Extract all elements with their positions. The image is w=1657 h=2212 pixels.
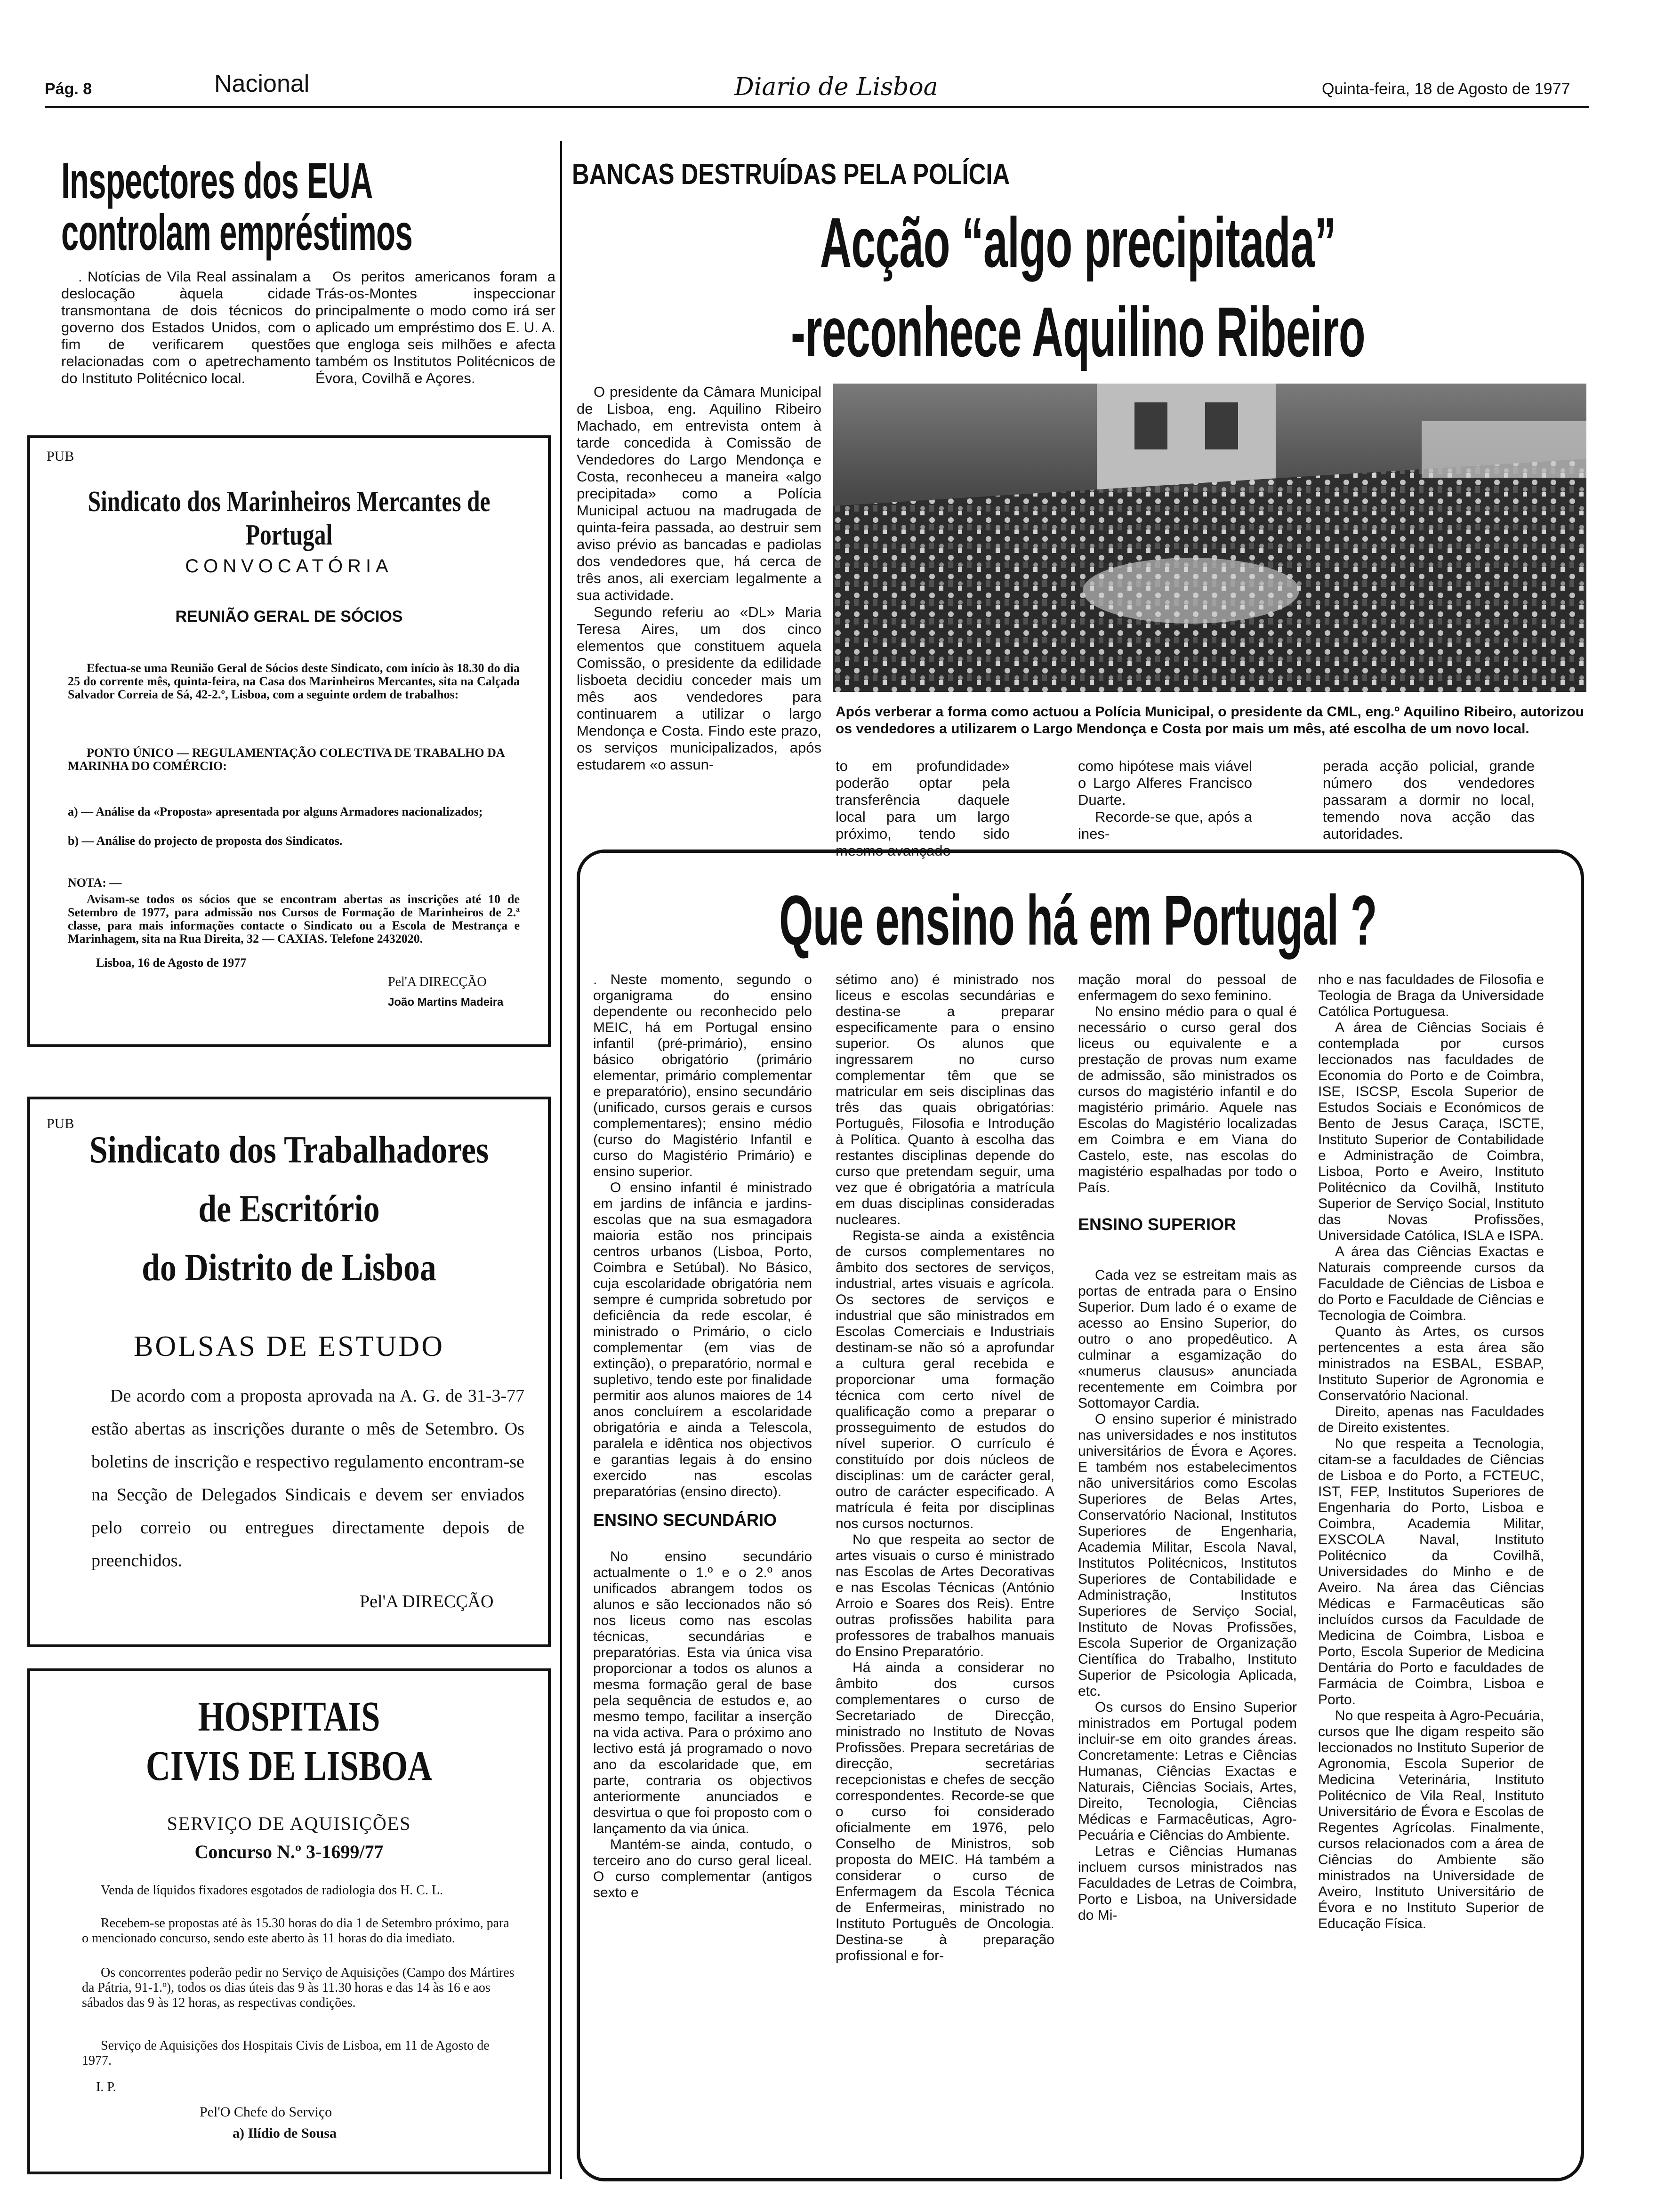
inspectors-headline-1: Inspectores dos EUA: [61, 152, 373, 209]
escritorio-title-1: Sindicato dos Trabalhadores: [89, 1128, 489, 1171]
ensino-col4: nho e nas faculdades de Filosofia e Teologia de Braga da Universidade Católica Portuguesa. A área de Ciências Sociais é contemplada por cursos leccionados nas faculdades de Economia do Porto e de Coimbra, ISE, ISCSP, Escola Superior de Estudos Sociais e Económicos de Bento de Jesus Caraça, ISCTE, Instituto Superior de Contabilidade e Administração de Coimbra, Lisboa, Porto e Aveiro, Instituto Politécnico da Covilhã, Instituto Superior de Serviço Social, Instituto das Novas Profissões, Universidade Católica, ISLA e ISPA. A área das Ciências Exactas e Naturais compreende cursos da Faculdade de Ciências de Lisboa e do Porto e Faculdade de Ciências e Tecnologia de Coimbra. Quanto às Artes, os cursos pertencentes a esta área são ministrados na ESBAL, ESBAP, Instituto Superior de Agronomia e Conservatório Nacional. Direito, apenas nas Faculdades de Direito existentes. No que respeita a Tecnologia, citam-se a faculdades de Ciências de Lisboa e do Porto, a FCTEUC, IST, FEP, Institutos Superiores de Engenharia do Porto, Lisboa e Coimbra, Academia Militar, EXSCOLA Naval, Instituto Politécnico da Covilhã, Universidades do Minho e de Aveiro. Na área das Ciências Médicas e Farmacêuticas são incluídos cursos da Faculdade de Medicina de Coimbra, Lisboa e Porto, Escola Superior de Medicina Dentária do Porto e faculdades de Farmácia de Coimbra, Lisboa e Porto. No que respeita à Agro-Pecuária, cursos que lhe digam respeito são leccionados no Instituto Superior de Agronomia, Escola Superior de Medicina Veterinária, Instituto Politécnico de Vila Real, Instituto Universitário de Évora e Escolas de Regentes Agrícolas. Finalmente, cursos relacionados com a área de Ciências do Ambiente são ministrados na Universidade de Aveiro, Instituto Universitário de Évora e no Instituto Superior de Educação Física.: [1318, 972, 1544, 1931]
bancas-kicker: BANCAS DESTRUÍDAS PELA POLÍCIA: [572, 158, 1010, 191]
subhead-superior: ENSINO SUPERIOR: [1078, 1215, 1237, 1234]
chefe: Pel'O Chefe do Serviço: [200, 2104, 332, 2120]
pub-label: PUB: [47, 1116, 74, 1131]
ponto-unico: PONTO ÚNICO — REGULAMENTAÇÃO COLECTIVA DE TRABALHO DA MARINHA DO COMÉRCIO:: [68, 746, 505, 773]
nota-label: NOTA: —: [68, 876, 122, 890]
bancas-col3: como hipótese mais viável o Largo Alferes Francisco Duarte. Recorde-se que, após a ines-: [1078, 758, 1252, 842]
convocatoria: CONVOCATÓRIA: [185, 556, 393, 577]
pela-direccao: Pel'A DIRECÇÃO: [388, 975, 487, 989]
ad-marinheiros: [27, 435, 551, 1047]
section-title: Nacional: [214, 70, 310, 97]
ad-date: Lisboa, 16 de Agosto de 1977: [96, 956, 247, 970]
hosp-ip: I. P.: [96, 2080, 116, 2094]
hosp-p4: Serviço de Aquisições dos Hospitais Civis de Lisboa, em 11 de Agosto de 1977.: [82, 2038, 490, 2068]
ad-marinheiros-title: Sindicato dos Marinheiros Mercantes de Portugal: [88, 486, 491, 551]
pela-direccao: Pel'A DIRECÇÃO: [360, 1592, 494, 1611]
header-rule: [45, 106, 1589, 108]
pub-label: PUB: [47, 449, 74, 464]
bancas-headline-1: Acção “algo precipitada”: [820, 203, 1336, 282]
inspectors-headline-2: controlam empréstimos: [61, 204, 413, 261]
bancas-headline-2: -reconhece Aquilino Ribeiro: [791, 292, 1365, 371]
inspectors-col1: . Notícias de Vila Real assinalam a deslocação àquela cidade transmontana de dois técnicos do governo dos Estados Unidos, com o fim de verificarem questões relacionadas com o apetrechamento do Instituto Politécnico local.: [61, 268, 311, 386]
hosp-p2: Recebem-se propostas até às 15.30 horas do dia 1 de Setembro próximo, para o mencionado concurso, sendo este aberto às 11 horas do dia imediato.: [82, 1916, 509, 1946]
page-number: Pág. 8: [45, 80, 92, 98]
concurso: Concurso N.º 3-1699/77: [194, 1841, 384, 1862]
market-photo-image: [833, 384, 1586, 692]
reuniao: REUNIÃO GERAL DE SÓCIOS: [175, 608, 403, 625]
photo-caption: Após verberar a forma como actuou a Polícia Municipal, o presidente da CML, eng.º Aquilino Ribeiro, autorizou os vendedores a utilizarem o Largo Mendonça e Costa por mais um mês, até escolha de um novo local.: [836, 704, 1584, 737]
item-a: a) — Análise da «Proposta» apresentada por alguns Armadores nacionalizados;: [68, 805, 483, 818]
hospitais-title-2: CIVIS DE LISBOA: [145, 1743, 433, 1789]
ensino-headline: Que ensino há em Portugal ?: [779, 881, 1377, 960]
ensino-col3: mação moral do pessoal de enfermagem do sexo feminino. No ensino médio para o qual é necessário o curso geral dos liceus ou equivalente e a prestação de provas num exame de admissão, são ministrados os cursos do magistério infantil e do magistério primário. Aquele nas Escolas do Magistério localizadas em Coimbra e em Viana do Castelo, este, nas escolas do magistério espalhadas por todo o País. ENSINO SUPERIOR Cada vez se estreitam mais as portas de entrada para o Ensino Superior. Dum lado é o exame de acesso ao Ensino Superior, do outro o ano propedêutico. A culminar a esgamização do «numerus clausus» anunciada recentemente em Coimbra por Sottomayor Cardia. O ensino superior é ministrado nas universidades e nos institutos universitários de Évora e Açores. E também nos estabelecimentos não universitários como Escolas Superiores de Belas Artes, Conservatório Nacional, Institutos Superiores de Engenharia, Academia Militar, Escola Naval, Institutos Politécnicos, Institutos Superiores de Contabilidade e Administração, Institutos Superiores de Serviço Social, Instituto de Novas Profissões, Escola Superior de Organização Científica do Trabalho, Instituto Superior de Psicologia Aplicada, etc. Os cursos do Ensino Superior ministrados em Portugal podem incluir-se em oito grandes áreas. Concretamente: Letras e Ciências Humanas, Ciências Exactas e Naturais, Ciências Sociais, Artes, Direito, Tecnologia, Ciências Médicas e Farmacêuticas, Agro-Pecuária e Ciências do Ambiente. Letras e Ciências Humanas incluem cursos ministrados nas Faculdades de Letras de Coimbra, Porto e Lisboa, na Universidade do Mi-: [1078, 972, 1297, 1923]
bancas-col2: to em profundidade» poderão optar pela transferência daquele local para um largo próximo, tendo sido mesmo avançado: [836, 758, 1010, 859]
hosp-p3: Os concorrentes poderão pedir no Serviço de Aquisições (Campo dos Mártires da Pátria, 91-1.º), todos os dias úteis das 9 às 11.30 horas e das 14 às 16 e aos sábados das 9 às 12 horas, as respectivas condições.: [82, 1965, 515, 2010]
masthead: Diario de Lisboa: [734, 73, 938, 101]
signature: João Martins Madeira: [388, 996, 504, 1009]
escritorio-text: De acordo com a proposta aprovada na A. G. de 31-3-77 estão abertas as inscrições durante o mês de Setembro. Os boletins de inscrição e respectivo regulamento encontram-se na Secção de Delegados Sindicais e devem ser enviados pelo correio ou entregues directamente depois de preenchidos.: [91, 1386, 524, 1571]
escritorio-title-2: de Escritório: [198, 1187, 380, 1230]
bancas-col4: perada acção policial, grande número dos vendedores passaram a dormir no local, temendo nova acção das autoridades.: [1323, 758, 1535, 842]
escritorio-title-3: do Distrito de Lisboa: [142, 1246, 436, 1289]
nota-text: Avisam-se todos os sócios que se encontram abertas as inscrições até 10 de Setembro de 1977, para admissão nos Cursos de Formação de Marinheiros de 2.ª classe, para mais informações contacte o Sindicato ou a Escola de Mestrança e Marinhagem, sita na Rua Direita, 32 — CAXIAS. Telefone 2432020.: [68, 892, 520, 946]
ensino-col1: . Neste momento, segundo o organigrama do ensino dependente ou reconhecido pelo MEIC, há em Portugal ensino infantil (pré-primário), ensino básico obrigatório (primário elementar, primário complementar e preparatório), ensino secundário (unificado, cursos gerais e cursos complementares); ensino médio (curso do Magistério Infantil e curso do Magistério Primário) e ensino superior. O ensino infantil é ministrado em jardins de infância e jardins-escolas que na sua esmagadora maioria estão nos principais centros urbanos (Lisboa, Porto, Coimbra e Setúbal). No Básico, cuja escolaridade obrigatória nem sempre é cumprida sobretudo por deficiência da rede escolar, é ministrado o Primário, o ciclo complementar (em vias de extinção), o preparatório, normal e supletivo, tendo este por finalidade permitir aos alunos maiores de 14 anos concluírem a escolaridade obrigatória e ainda a Telescola, paralela e idêntica nos objectivos e garantias legais à do ensino exercido nas escolas preparatórias (ensino directo). ENSINO SECUNDÁRIO No ensino secundário actualmente o 1.º e o 2.º anos unificados abrangem todos os alunos e são leccionados não só nos liceus como nas escolas técnicas, secundárias e preparatórias. Esta via única visa proporcionar a todos os alunos a mesma formação geral de base pela sequência de estudos e, ao mesmo tempo, facilitar a inserção na vida activa. Para o próximo ano lectivo está já programado o novo ano da escolaridade que, em parte, contraria os objectivos anteriormente anunciados e desvirtua o que foi proposto com o lançamento da via única. Mantém-se ainda, contudo, o terceiro ano do curso geral liceal. O curso complementar (antigos sexto e: [593, 972, 812, 1900]
hospitais-title-1: HOSPITAIS: [198, 1693, 380, 1740]
ensino-col2: sétimo ano) é ministrado nos liceus e escolas secundárias e destina-se a preparar especificamente para o ensino superior. Os alunos que ingressarem no curso complementar têm que se matricular em seis disciplinas das três das quais obrigatórias: Português, Filosofia e Introdução à Política. Quanto à escolha das restantes disciplinas depende do curso que pretendam seguir, uma vez que é obrigatória a matrícula em duas disciplinas consideradas nucleares. Regista-se ainda a existência de cursos complementares no âmbito dos sectores de serviços, industrial, artes visuais e agrícola. Os sectores de serviços e industrial que são ministrados em Escolas Comerciais e Industriais destinam-se não só a aprofundar a cultura geral recebida e proporcionar uma formação técnica com certo nível de qualificação como a preparar o prosseguimento de estudos do nível superior. O currículo é constituído por dois núcleos de disciplinas: um de carácter geral, outro de carácter especificado. A matrícula é feita por disciplinas nos cursos nocturnos. No que respeita ao sector de artes visuais o curso é ministrado nas Escolas de Artes Decorativas e nas Escolas Técnicas (António Arroio e Soares dos Reis). Entre outras profissões habilita para professores de trabalhos manuais do Ensino Preparatório. Há ainda a considerar no âmbito dos cursos complementares o curso de Secretariado de Direcção, ministrado no Instituto de Novas Profissões. Prepara secretárias de direcção, secretárias recepcionistas e chefes de secção correspondentes. Recorde-se que o curso foi considerado oficialmente em 1976, pelo Conselho de Ministros, sob proposta do MEIC. Há também a considerar o curso de Enfermagem da Escola Técnica de Enfermeiras, ministrado no Instituto Português de Oncologia. Destina-se à preparação profissional e for-: [836, 972, 1054, 1964]
hosp-signature: a) Ilídio de Sousa: [233, 2125, 337, 2141]
subhead-secundario: ENSINO SECUNDÁRIO: [593, 1510, 777, 1530]
item-b: b) — Análise do projecto de proposta dos Sindicatos.: [68, 834, 343, 848]
inspectors-col2: Os peritos americanos foram a Trás-os-Montes inspeccionar principalmente o modo como irá ser aplicado um empréstimo dos E. U. A. que engloga seis milhões e afecta também os Institutos Politécnicos de Évora, Covilhã e Açores.: [315, 268, 556, 386]
ad-hospitais: [27, 1668, 551, 2174]
ad-intro: Efectua-se uma Reunião Geral de Sócios deste Sindicato, com início às 18.30 do dia 25 do corrente mês, quinta-feira, na Casa dos Marinheiros Mercantes, sita na Calçada Salvador Correia de Sá, 42-2.º, Lisboa, com a seguinte ordem de trabalhos:: [68, 661, 520, 701]
issue-date: Quinta-feira, 18 de Agosto de 1977: [1322, 80, 1570, 98]
hosp-p1: Venda de líquidos fixadores esgotados de radiologia dos H. C. L.: [101, 1883, 443, 1898]
servico-aquisicoes: SERVIÇO DE AQUISIÇÕES: [167, 1813, 411, 1834]
column-rule: [560, 141, 562, 2179]
bolsas-de-estudo: BOLSAS DE ESTUDO: [134, 1330, 444, 1362]
bancas-col1: O presidente da Câmara Municipal de Lisboa, eng. Aquilino Ribeiro Machado, em entrevista ontem à tarde concedida à Comissão de Vendedores do Largo Mendonça e Costa, reconheceu a maneira «algo precipitada» como a Polícia Municipal actuou na madrugada de quinta-feira passada, ao destruir sem aviso prévio as bancadas e padiolas dos vendedores que, há cerca de três anos, ali exerciam legalmente a sua actividade. Segundo referiu ao «DL» Maria Teresa Aires, um dos cinco elementos que constituem aquela Comissão, o presidente da edilidade lisboeta decidiu conceder mais um mês aos vendedores para continuarem a utilizar o largo Mendonça e Costa. Findo este prazo, os serviços municipalizados, após estudarem «o assun-: [577, 384, 821, 773]
ad-escritorio: [27, 1097, 551, 1647]
market-photo: [833, 384, 1586, 692]
